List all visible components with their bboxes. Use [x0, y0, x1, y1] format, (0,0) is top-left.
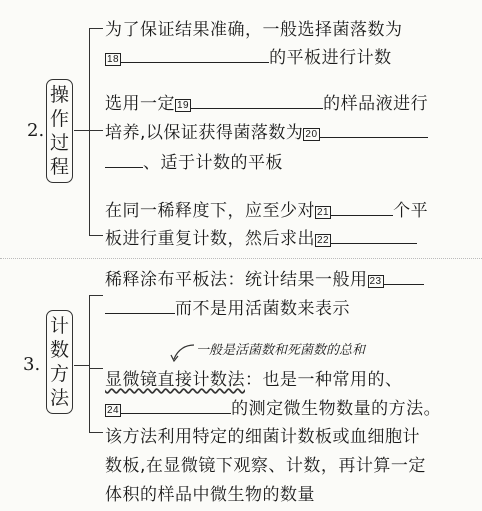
- bracket-connector: [74, 130, 89, 131]
- text-line: 体积的样品中微生物的数量: [105, 485, 315, 505]
- text-line: 数板,在显微镜下观察、计数，再计算一定: [105, 456, 426, 476]
- text-line: 选用一定 19 的样品液进行: [105, 94, 429, 114]
- blank-number-21: 21: [317, 207, 330, 218]
- text-line: 而不是用活菌数来表示: [105, 298, 350, 319]
- text-line: 显微镜直接计数法：也是一种常用的、: [105, 370, 403, 390]
- blank-number-23: 23: [369, 276, 382, 287]
- text-line: 在同一稀释度下，应至少对 21 个平: [105, 201, 429, 221]
- section-label-counting-method: 计 数 方 法: [46, 310, 73, 414]
- blank-number-24: 24: [107, 405, 120, 416]
- arrow-icon: [168, 339, 198, 365]
- blank-number-18: 18: [107, 54, 120, 65]
- answer-blank[interactable]: [384, 269, 424, 285]
- bracket-tick: [89, 235, 103, 236]
- bracket-line: [89, 295, 90, 433]
- text-line: 18 的平板进行计数: [107, 48, 392, 68]
- answer-blank[interactable]: [331, 228, 417, 244]
- section-number-2: 2.: [27, 120, 45, 141]
- bracket-tick: [89, 368, 103, 369]
- blank-number-20: 20: [305, 129, 318, 140]
- blank-number-19: 19: [177, 100, 190, 111]
- text-line: 为了保证结果准确，一般选择菌落数为: [105, 20, 403, 40]
- answer-blank[interactable]: [105, 298, 175, 314]
- answer-blank[interactable]: [121, 398, 231, 414]
- bracket-tick: [89, 28, 103, 29]
- bracket-tick: [89, 130, 103, 131]
- answer-blank[interactable]: [191, 93, 323, 109]
- text-line: 、适于计数的平板: [105, 152, 283, 173]
- highlighted-term: 显微镜直接计数法: [105, 370, 245, 390]
- bracket-connector: [74, 365, 89, 366]
- section-label-operation-process: 操 作 过 程: [46, 79, 73, 183]
- section-number-3: 3.: [23, 354, 41, 375]
- divider: [0, 258, 482, 259]
- answer-blank[interactable]: [331, 200, 393, 216]
- bracket-line: [89, 28, 90, 236]
- answer-blank[interactable]: [121, 47, 269, 63]
- handwritten-note: 一般是活菌数和死菌数的总和: [196, 343, 366, 358]
- bracket-tick: [89, 432, 103, 433]
- answer-blank[interactable]: [320, 122, 428, 138]
- text-line: 板进行重复计数，然后求出 22: [105, 228, 417, 249]
- answer-blank[interactable]: [105, 152, 143, 168]
- text-line: 该方法利用特定的细菌计数板或血细胞计: [105, 427, 420, 447]
- text-line: 24 的测定微生物数量的方法。: [107, 399, 442, 419]
- text-line: 稀释涂布平板法：统计结果一般用 23: [105, 269, 424, 290]
- bracket-tick: [89, 295, 103, 296]
- blank-number-22: 22: [317, 235, 330, 246]
- text-line: 培养,以保证获得菌落数为 20: [105, 122, 428, 143]
